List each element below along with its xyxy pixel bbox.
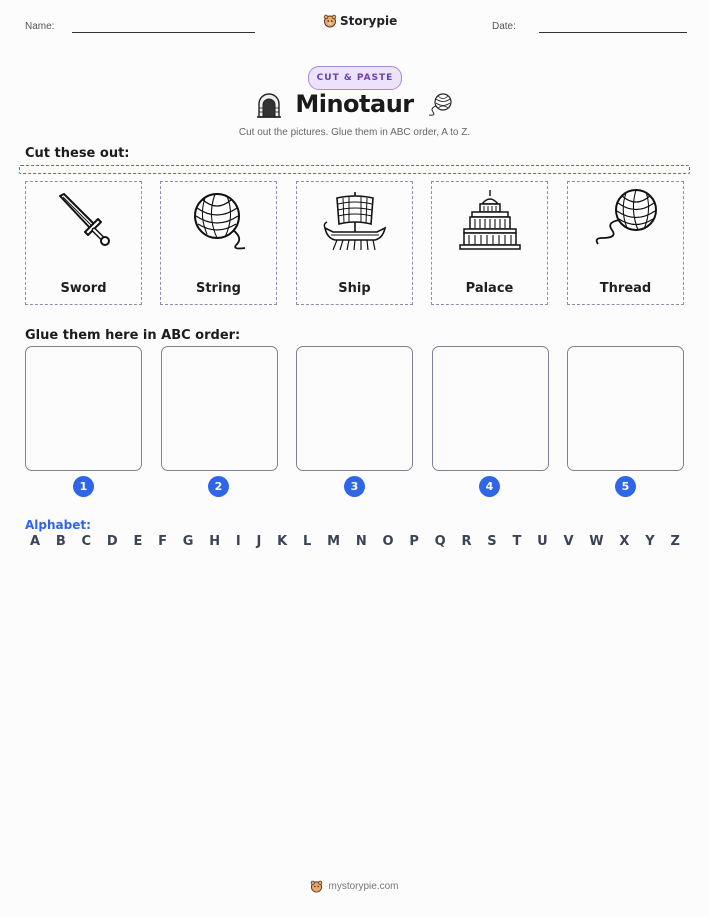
glue-slot-3[interactable] <box>296 346 413 471</box>
alphabet-letter: J <box>256 534 262 549</box>
alphabet-letter: Z <box>670 534 680 549</box>
cut-card-sword[interactable] <box>25 181 142 305</box>
glue-section-heading: Glue them here in ABC order: <box>25 328 241 343</box>
cut-card-palace[interactable] <box>431 181 548 305</box>
brand-name: Storypie <box>340 14 398 28</box>
cut-card-thread[interactable] <box>567 181 684 305</box>
card-label: String <box>195 281 241 296</box>
yarn-ball-title-icon <box>426 92 454 118</box>
alphabet-letter: Y <box>645 534 655 549</box>
alphabet-letter: V <box>563 534 574 549</box>
card-label: Palace <box>465 281 514 296</box>
footer-url[interactable]: mystorypie.com <box>328 881 399 892</box>
date-line[interactable] <box>539 32 687 33</box>
name-line[interactable] <box>72 32 255 33</box>
brand-logo <box>323 14 397 28</box>
ship-icon <box>321 188 389 256</box>
alphabet-letter: M <box>327 534 341 549</box>
alphabet-letter: I <box>235 534 241 549</box>
alphabet-letter: Q <box>434 534 446 549</box>
alphabet-heading: Alphabet: <box>25 518 91 532</box>
date-label: Date: <box>492 21 516 32</box>
alphabet-letter: K <box>277 534 288 549</box>
alphabet-letter: W <box>589 534 604 549</box>
alphabet-letter: U <box>537 534 548 549</box>
alphabet-letter: B <box>55 534 66 549</box>
alphabet-letter: A <box>30 534 41 549</box>
glue-slot-4[interactable] <box>432 346 549 471</box>
alphabet-letter: L <box>303 534 312 549</box>
storypie-mascot-icon <box>310 880 323 893</box>
alphabet-letter: F <box>158 534 168 549</box>
footer <box>0 880 709 893</box>
cut-section-heading: Cut these out: <box>25 146 130 161</box>
cut-paste-badge: CUT & PASTE <box>308 66 402 90</box>
alphabet-letter: E <box>133 534 143 549</box>
alphabet-letter: T <box>512 534 522 549</box>
alphabet-letter: H <box>209 534 221 549</box>
glue-slot-1[interactable] <box>25 346 142 471</box>
alphabet-row <box>30 534 680 549</box>
page-title: Minotaur <box>295 90 414 118</box>
cut-card-string[interactable] <box>160 181 277 305</box>
glue-slot-5[interactable] <box>567 346 684 471</box>
sword-icon <box>50 188 118 256</box>
cut-line <box>19 165 690 174</box>
card-label: Ship <box>338 281 371 296</box>
yarn-ball-icon <box>185 188 253 256</box>
card-label: Sword <box>60 281 107 296</box>
alphabet-letter: N <box>355 534 367 549</box>
thread-ball-icon <box>592 188 660 256</box>
alphabet-letter: S <box>487 534 497 549</box>
card-label: Thread <box>599 281 652 296</box>
glue-slot-2[interactable] <box>161 346 278 471</box>
slot-number-1: 1 <box>73 476 94 497</box>
storypie-mascot-icon <box>323 14 337 28</box>
slot-number-4: 4 <box>479 476 500 497</box>
slot-number-3: 3 <box>344 476 365 497</box>
alphabet-letter: R <box>461 534 472 549</box>
alphabet-letter: X <box>619 534 630 549</box>
cut-card-ship[interactable] <box>296 181 413 305</box>
alphabet-letter: C <box>81 534 92 549</box>
alphabet-letter: O <box>382 534 394 549</box>
instructions: Cut out the pictures. Glue them in ABC order, A to Z. <box>238 127 471 138</box>
palace-icon <box>456 188 524 256</box>
alphabet-letter: D <box>106 534 118 549</box>
name-label: Name: <box>25 21 55 32</box>
alphabet-letter: P <box>409 534 419 549</box>
slot-number-5: 5 <box>615 476 636 497</box>
slot-number-2: 2 <box>208 476 229 497</box>
alphabet-letter: G <box>182 534 194 549</box>
